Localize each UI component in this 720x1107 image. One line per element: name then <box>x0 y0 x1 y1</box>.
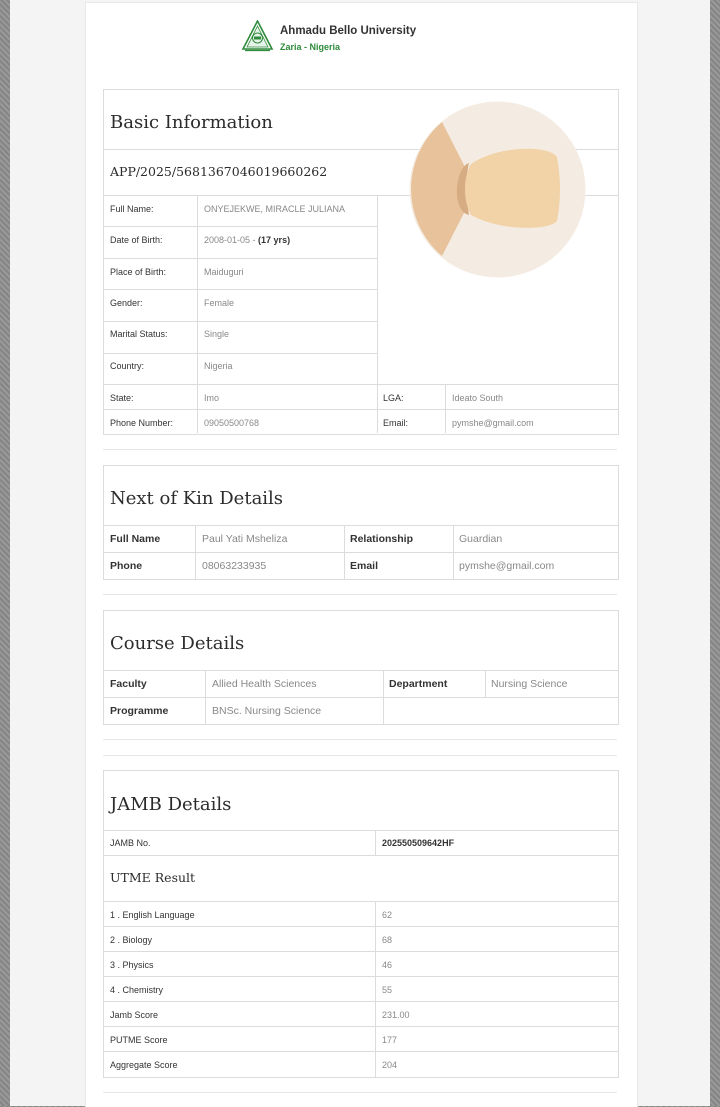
user-avatar-icon <box>409 101 586 278</box>
course-label-department: Department <box>389 678 448 690</box>
label-state: State: <box>110 393 134 403</box>
value-lga: Ideato South <box>452 393 504 403</box>
utme-row-label: 3 . Physics <box>110 960 154 970</box>
value-state: Imo <box>204 393 220 403</box>
kin-value-full-name: Paul Yati Msheliza <box>202 533 288 545</box>
course-value-department: Nursing Science <box>491 678 568 690</box>
jamb-score-value: 231.00 <box>382 1010 410 1020</box>
course-label-programme: Programme <box>110 705 169 717</box>
next-of-kin-card <box>103 465 619 580</box>
label-email: Email: <box>383 418 409 428</box>
course-label-faculty: Faculty <box>110 678 147 690</box>
aggregate-score-value: 204 <box>382 1060 398 1070</box>
putme-score-label: PUTME Score <box>110 1035 168 1045</box>
kin-label-phone: Phone <box>110 560 143 572</box>
dob-age: (17 yrs) <box>258 235 291 245</box>
next-of-kin-title: Next of Kin Details <box>110 488 284 509</box>
university-location: Zaria - Nigeria <box>280 42 341 52</box>
label-lga: LGA: <box>383 393 404 403</box>
course-value-programme: BNSc. Nursing Science <box>212 705 322 717</box>
kin-label-email: Email <box>350 560 379 572</box>
value-phone-number: 09050500768 <box>204 418 260 428</box>
label-place-of-birth: Place of Birth: <box>110 267 167 277</box>
jamb-details-title: JAMB Details <box>110 794 232 815</box>
label-phone-number: Phone Number: <box>110 418 174 428</box>
dob-date: 2008-01-05 - <box>204 235 259 245</box>
utme-row-label: 2 . Biology <box>110 935 153 945</box>
application-number: APP/2025/5681367046019660262 <box>110 164 328 179</box>
value-date-of-birth <box>204 235 290 245</box>
kin-value-email: pymshe@gmail.com <box>459 560 555 572</box>
utme-row-label: 4 . Chemistry <box>110 985 164 995</box>
jamb-score-label: Jamb Score <box>110 1010 159 1020</box>
jamb-no-value: 202550509642HF <box>382 838 455 848</box>
utme-row-label: 1 . English Language <box>110 910 195 920</box>
jamb-details-card <box>103 770 619 1078</box>
value-email: pymshe@gmail.com <box>452 418 534 428</box>
utme-row-value: 55 <box>382 985 393 995</box>
aggregate-score-label: Aggregate Score <box>110 1060 178 1070</box>
kin-label-full-name: Full Name <box>110 533 161 545</box>
utme-result-title: UTME Result <box>110 870 196 885</box>
basic-information-title: Basic Information <box>110 112 273 133</box>
value-place-of-birth: Maiduguri <box>204 267 244 277</box>
course-details-title: Course Details <box>110 633 245 654</box>
value-country: Nigeria <box>204 361 233 371</box>
course-details-card <box>103 610 619 725</box>
utme-row-value: 62 <box>382 910 393 920</box>
basic-information-card <box>103 89 619 435</box>
label-marital-status: Marital Status: <box>110 329 168 339</box>
putme-score-value: 177 <box>382 1035 398 1045</box>
utme-row-value: 46 <box>382 960 393 970</box>
kin-label-relationship: Relationship <box>350 533 414 545</box>
value-full-name: ONYEJEKWE, MIRACLE JULIANA <box>204 204 346 214</box>
utme-row-value: 68 <box>382 935 393 945</box>
label-full-name: Full Name: <box>110 204 154 214</box>
value-marital-status: Single <box>204 329 230 339</box>
label-gender: Gender: <box>110 298 143 308</box>
jamb-no-label: JAMB No. <box>110 838 151 848</box>
crest-logo-icon <box>241 20 274 52</box>
course-value-faculty: Allied Health Sciences <box>212 678 317 690</box>
label-country: Country: <box>110 361 145 371</box>
value-gender: Female <box>204 298 235 308</box>
label-date-of-birth: Date of Birth: <box>110 235 163 245</box>
kin-value-phone: 08063233935 <box>202 560 267 572</box>
kin-value-relationship: Guardian <box>459 533 503 545</box>
university-name: Ahmadu Bello University <box>280 25 417 37</box>
